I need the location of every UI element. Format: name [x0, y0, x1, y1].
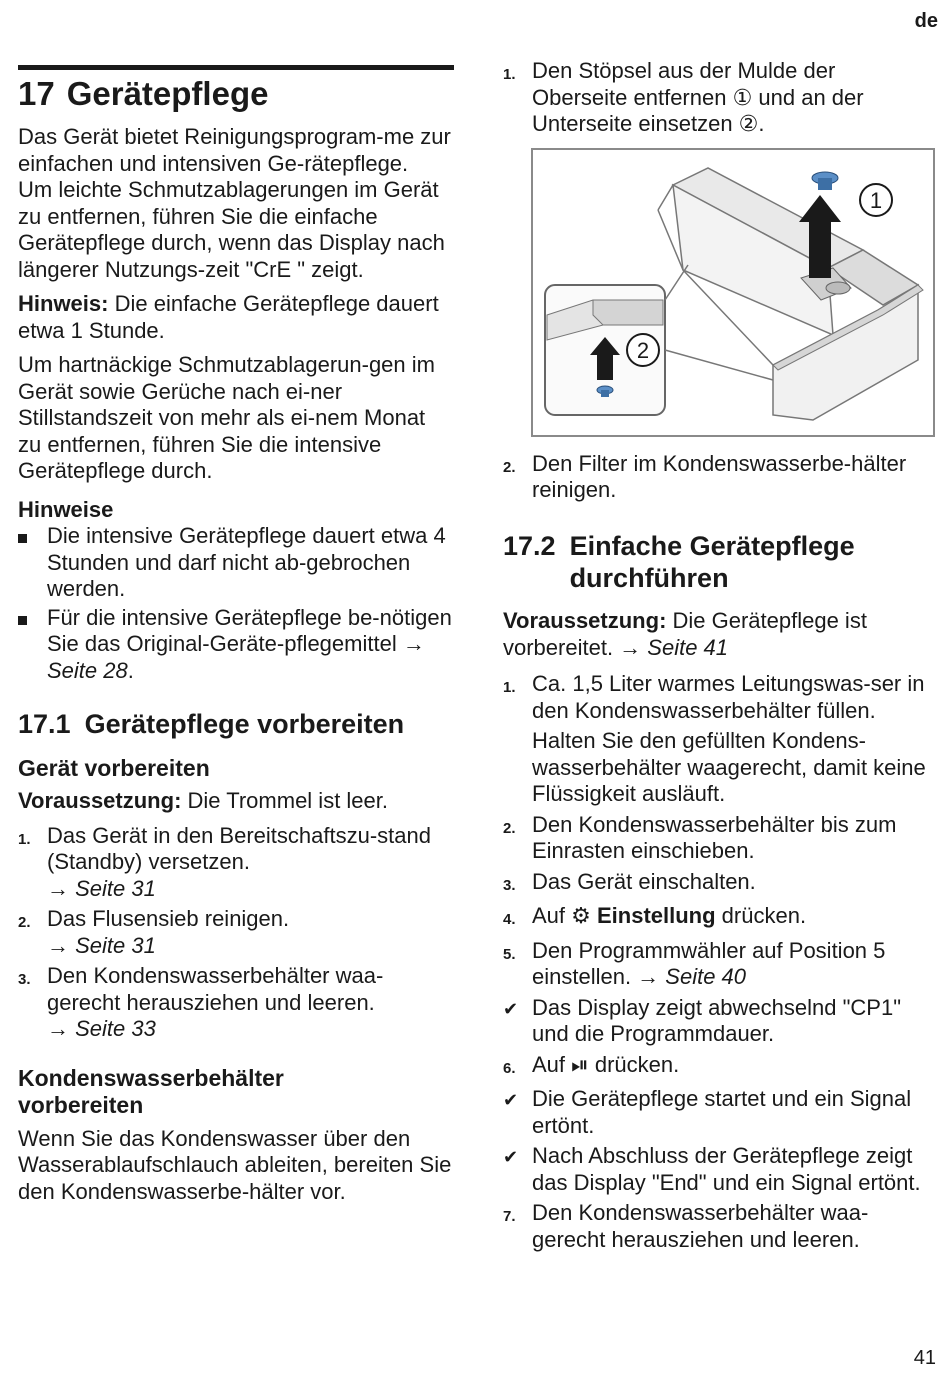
step-item: 6. Auf ⏯ drücken. — [503, 1052, 935, 1083]
step-text: Den Kondenswasserbehälter waa-gerecht herausziehen und leeren. — [47, 963, 384, 1015]
page-reference-link[interactable]: → Seite 33 — [47, 1016, 156, 1042]
step-number: 2. — [18, 914, 31, 932]
intensive-paragraph: Um hartnäckige Schmutzablagerun-gen im Gerät sowie Gerüche nach ei-ner Stillstandszeit von mehr als ei-nem Monat zu entfernen, führen Sie die intensive Gerätepflege durch. — [18, 352, 435, 484]
settings-gear-icon: ⚙ — [571, 903, 591, 929]
note-paragraph — [18, 291, 454, 344]
section-number: 17.2 — [503, 530, 556, 561]
list-item-text: Die intensive Gerätepflege dauert etwa 4 Stunden und darf nicht ab-gebrochen werden. — [47, 523, 446, 602]
precondition — [503, 608, 935, 661]
step-item — [503, 451, 935, 504]
chapter-title — [18, 76, 454, 112]
care-steps — [503, 671, 935, 1253]
page-reference-link[interactable]: Seite 40 — [665, 964, 747, 990]
step-text: Das Gerät einschalten. — [532, 868, 756, 894]
result-text: Das Display zeigt abwechselnd "CP1" und die Programmdauer. — [532, 994, 902, 1047]
result-item — [503, 995, 935, 1048]
right-column — [503, 58, 935, 1261]
notes-list — [18, 523, 454, 684]
step-subtext-text: Halten Sie den gefüllten Kondens-wasserbehälter waagerecht, damit keine Flüssigkeit ausläuft. — [532, 728, 926, 807]
step-item — [18, 963, 454, 1043]
step-item — [18, 823, 454, 903]
start-pause-icon: ⏯ — [571, 1051, 589, 1077]
step-text: Den Filter im Kondenswasserbe-hälter reinigen. — [532, 450, 907, 502]
last-paragraph: Wenn Sie das Kondenswasser über den Wasserablaufschlauch ableiten, bereiten Sie den Kondenswasserbe-hälter vor. — [18, 1125, 452, 1204]
step-text: Den Stöpsel aus der Mulde der Oberseite entfernen ① und an der Unterseite einsetzen ②. — [532, 58, 864, 136]
step-item — [18, 906, 454, 959]
section-number: 17.1 — [18, 709, 71, 740]
bullet-icon — [18, 523, 47, 603]
step-subtext — [503, 728, 935, 808]
result-text: Nach Abschluss der Gerätepflege zeigt das Display "End" und ein Signal ertönt. — [532, 1143, 921, 1195]
step-number: 4. — [503, 911, 516, 929]
step-number: 3. — [18, 971, 31, 989]
section-title-text: Gerätepflege vorbereiten — [84, 709, 405, 740]
subsection-title-kondens: Kondenswasserbehälter vorbereiten — [18, 1064, 284, 1119]
step-text: Ca. 1,5 Liter warmes Leitungswas-ser in den Kondenswasserbehälter füllen. — [532, 671, 925, 723]
figure-label-2: 2 — [636, 337, 650, 363]
result-item — [503, 1143, 935, 1196]
figure-label-1: 1 — [869, 187, 883, 213]
step-number: 5. — [503, 945, 516, 963]
checkmark-icon: ✔ — [503, 1147, 519, 1168]
step-item — [503, 812, 935, 865]
precondition-text: Die Gerätepflege ist vorbereitet. → — [503, 608, 867, 660]
page-number: 41 — [913, 1347, 936, 1369]
settings-label: Einstellung — [590, 903, 716, 929]
note-text: Die einfache Gerätepflege dauert etwa 1 Stunde. — [18, 291, 439, 343]
step-number: 2. — [503, 458, 516, 476]
checkmark-icon: ✔ — [503, 1090, 519, 1111]
intro-paragraph-2: Um leichte Schmutzablagerungen im Gerät zu entfernen, führen Sie die einfache Gerätepflege durch, wenn das Display nach längerer Nutzungs-zeit "CrE " zeigt. — [18, 177, 445, 282]
prepare-steps — [18, 823, 454, 1043]
chapter-title-text: Gerätepflege — [66, 75, 269, 112]
step-number: 7. — [503, 1208, 516, 1226]
section-rule — [18, 65, 454, 70]
step-text: Das Gerät in den Bereitschaftszu-stand (Standby) versetzen. — [47, 822, 431, 875]
step-number: 6. — [503, 1059, 516, 1077]
step-text: Den Kondenswasserbehälter bis zum Einrasten einschieben. — [532, 811, 897, 864]
section-title-17-2 — [503, 530, 935, 595]
step-text: Den Kondenswasserbehälter waa-gerecht herausziehen und leeren. — [532, 1200, 869, 1252]
checkmark-icon: ✔ — [503, 998, 519, 1019]
step-item: 4. Auf ⚙ Einstellung drücken. — [503, 903, 935, 934]
language-label: de — [914, 10, 938, 32]
precondition-label: Voraussetzung: — [503, 608, 667, 634]
step-item — [503, 671, 935, 724]
note-label: Hinweis: — [18, 291, 109, 317]
result-text: Die Gerätepflege startet und ein Signal ertönt. — [532, 1086, 912, 1138]
precondition-text: Die Trommel ist leer. — [181, 788, 388, 814]
step-number: 1. — [18, 830, 31, 848]
step-text: Den Programmwähler auf Position 5 einstellen. → — [532, 937, 886, 990]
step-number: 1. — [503, 679, 516, 697]
step-item — [503, 869, 935, 900]
step-item — [503, 58, 935, 138]
bullet-icon — [18, 605, 47, 685]
list-item-text: Für die intensive Gerätepflege be-nötigen Sie das Original-Geräte-pflegemittel → Seite 28. — [47, 604, 452, 683]
page-reference-link[interactable]: Seite 28 — [47, 657, 128, 683]
left-column — [18, 58, 454, 1213]
page-reference-link[interactable]: → Seite 31 — [47, 932, 156, 958]
section-title-text: Einfache Gerätepflege durchführen — [569, 530, 855, 593]
subsection-title-geraet: Gerät vorbereiten — [18, 754, 210, 781]
plug-steps — [503, 58, 935, 138]
chapter-number: 17 — [18, 75, 55, 112]
intro-paragraph-1: Das Gerät bietet Reinigungsprogram-me zur einfachen und intensiven Ge-rätepflege. — [18, 124, 451, 176]
step-text: Das Flusensieb reinigen. — [47, 906, 290, 932]
step-item — [503, 1200, 935, 1253]
filter-steps — [503, 451, 935, 504]
list-item — [18, 605, 454, 685]
page-reference-link[interactable]: → Seite 31 — [47, 875, 156, 901]
precondition-label: Voraussetzung: — [18, 788, 182, 814]
step-number: 1. — [503, 66, 516, 83]
step-item — [503, 938, 935, 991]
notes-heading: Hinweise — [18, 496, 114, 522]
result-item — [503, 1086, 935, 1139]
precondition — [18, 788, 454, 815]
step-number: 2. — [503, 819, 516, 837]
step-number: 3. — [503, 876, 516, 894]
illustration-container-figure — [531, 148, 935, 437]
list-item — [18, 523, 454, 603]
page-reference-link[interactable]: Seite 41 — [647, 634, 729, 660]
container-illustration — [533, 150, 933, 435]
section-title-17-1 — [18, 708, 454, 740]
